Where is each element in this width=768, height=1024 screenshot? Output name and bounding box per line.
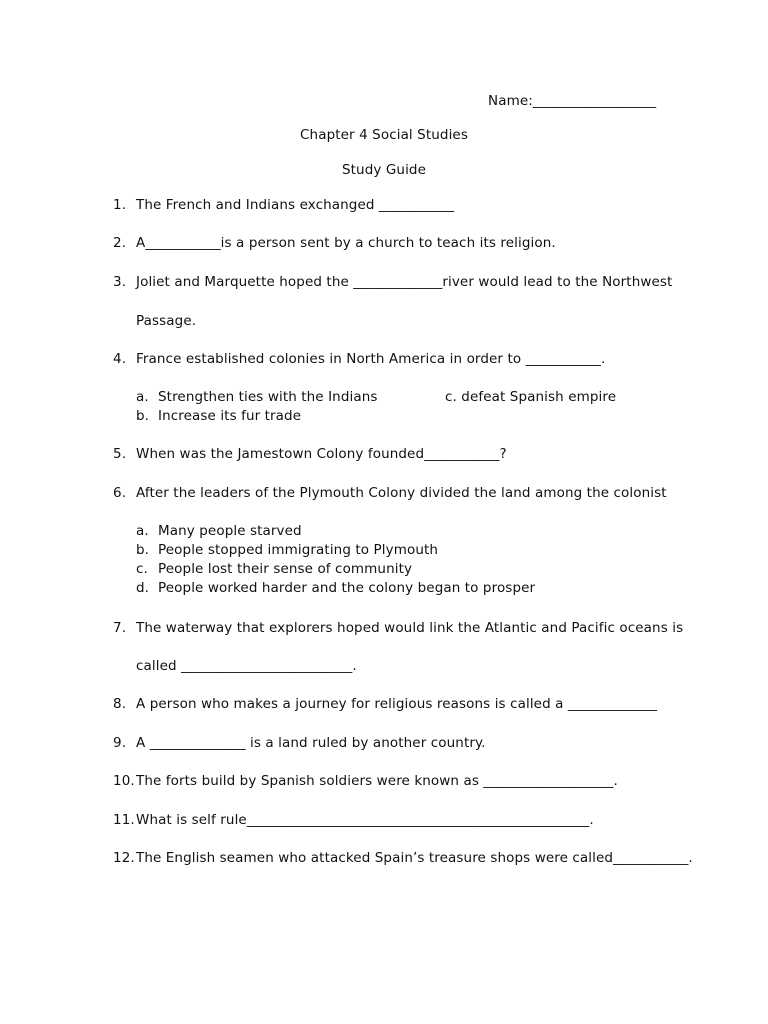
question-text: France established colonies in North America in order to ___________. [136,351,606,367]
question-number: 5. [113,446,127,462]
question-number: 9. [113,735,127,751]
option-letter: a. [136,389,149,405]
question-text: After the leaders of the Plymouth Colony divided the land among the colonist [136,485,667,501]
question-text: When was the Jamestown Colony founded___________? [136,446,507,462]
question-number: 1. [113,197,127,213]
option-text: Strengthen ties with the Indians [158,389,378,405]
name-field-label: Name:__________________ [488,93,657,109]
question-text: A ______________ is a land ruled by another country. [136,735,486,751]
question-text: The forts build by Spanish soldiers were known as ___________________. [136,773,618,789]
option-letter: b. [136,542,150,558]
question-number: 12. [113,850,135,866]
option-text: c. defeat Spanish empire [445,389,617,405]
option-text: People worked harder and the colony began to prosper [158,580,536,596]
page-title: Chapter 4 Social Studies [300,127,468,143]
page-subtitle: Study Guide [341,162,426,178]
question-number: 4. [113,351,127,367]
question-number: 11. [113,812,135,828]
option-letter: c. [136,561,148,577]
question-number: 10. [113,773,135,789]
question-text: A person who makes a journey for religious reasons is called a _____________ [136,696,657,712]
question-text: Joliet and Marquette hoped the _____________river would lead to the Northwest [136,274,673,290]
option-text: People lost their sense of community [158,561,413,577]
option-letter: b. [136,408,150,424]
question-continuation: Passage. [136,313,197,329]
option-letter: a. [136,523,149,539]
question-text: A___________is a person sent by a church to teach its religion. [136,235,556,251]
option-letter: d. [136,580,150,596]
question-text: The French and Indians exchanged ___________ [136,197,455,213]
question-continuation: called _________________________. [136,658,357,674]
question-number: 2. [113,235,127,251]
question-text: What is self rule__________________________________________________. [136,812,594,828]
question-number: 8. [113,696,127,712]
question-text: The English seamen who attacked Spain’s treasure shops were called___________. [136,850,693,866]
question-text: The waterway that explorers hoped would link the Atlantic and Pacific oceans is [136,620,684,636]
option-text: Many people starved [158,523,302,539]
question-number: 7. [113,620,127,636]
question-number: 3. [113,274,127,290]
option-text: Increase its fur trade [158,408,302,424]
option-text: People stopped immigrating to Plymouth [158,542,439,558]
question-number: 6. [113,485,127,501]
